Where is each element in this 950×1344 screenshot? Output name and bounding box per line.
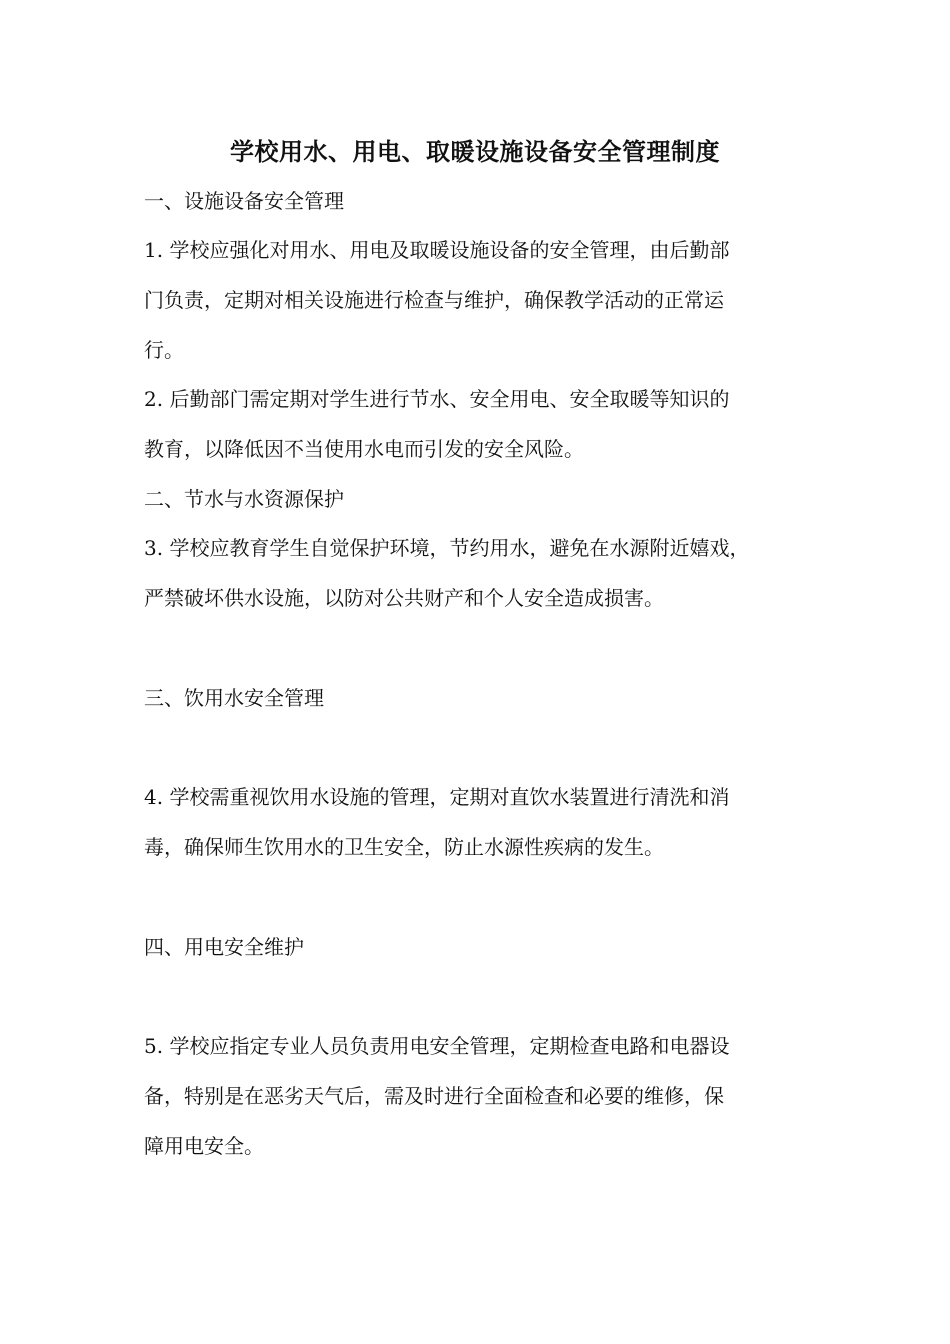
paragraph-line: 4. 学校需重视饮用水设施的管理，定期对直饮水装置进行清洗和消 bbox=[144, 785, 730, 809]
paragraph-line: 3. 学校应教育学生自觉保护环境，节约用水，避免在水源附近嬉戏， bbox=[144, 536, 750, 560]
paragraph-line: 教育，以降低因不当使用水电而引发的安全风险。 bbox=[144, 437, 584, 461]
paragraph-5 bbox=[144, 1021, 816, 1171]
document-title: 学校用水、用电、取暖设施设备安全管理制度 bbox=[230, 137, 720, 166]
paragraph-3 bbox=[144, 523, 816, 623]
paragraph-line: 2. 后勤部门需定期对学生进行节水、安全用电、安全取暖等知识的 bbox=[144, 387, 730, 411]
section-heading-1: 一、设施设备安全管理 bbox=[144, 189, 344, 213]
section-heading-4: 四、用电安全维护 bbox=[144, 935, 304, 959]
section-heading-2: 二、节水与水资源保护 bbox=[144, 487, 344, 511]
paragraph-2 bbox=[144, 374, 816, 474]
paragraph-line: 1. 学校应强化对用水、用电及取暖设施设备的安全管理，由后勤部 bbox=[144, 238, 730, 262]
paragraph-line: 毒，确保师生饮用水的卫生安全，防止水源性疾病的发生。 bbox=[144, 835, 664, 859]
paragraph-4 bbox=[144, 772, 816, 872]
paragraph-line: 门负责，定期对相关设施进行检查与维护，确保教学活动的正常运 bbox=[144, 288, 724, 312]
paragraph-line: 行。 bbox=[144, 338, 184, 362]
paragraph-1 bbox=[144, 225, 816, 375]
paragraph-line: 障用电安全。 bbox=[144, 1134, 264, 1158]
section-heading-3: 三、饮用水安全管理 bbox=[144, 686, 324, 710]
paragraph-line: 备，特别是在恶劣天气后，需及时进行全面检查和必要的维修，保 bbox=[144, 1084, 724, 1108]
paragraph-line: 5. 学校应指定专业人员负责用电安全管理，定期检查电路和电器设 bbox=[144, 1034, 730, 1058]
paragraph-line: 严禁破坏供水设施，以防对公共财产和个人安全造成损害。 bbox=[144, 586, 664, 610]
